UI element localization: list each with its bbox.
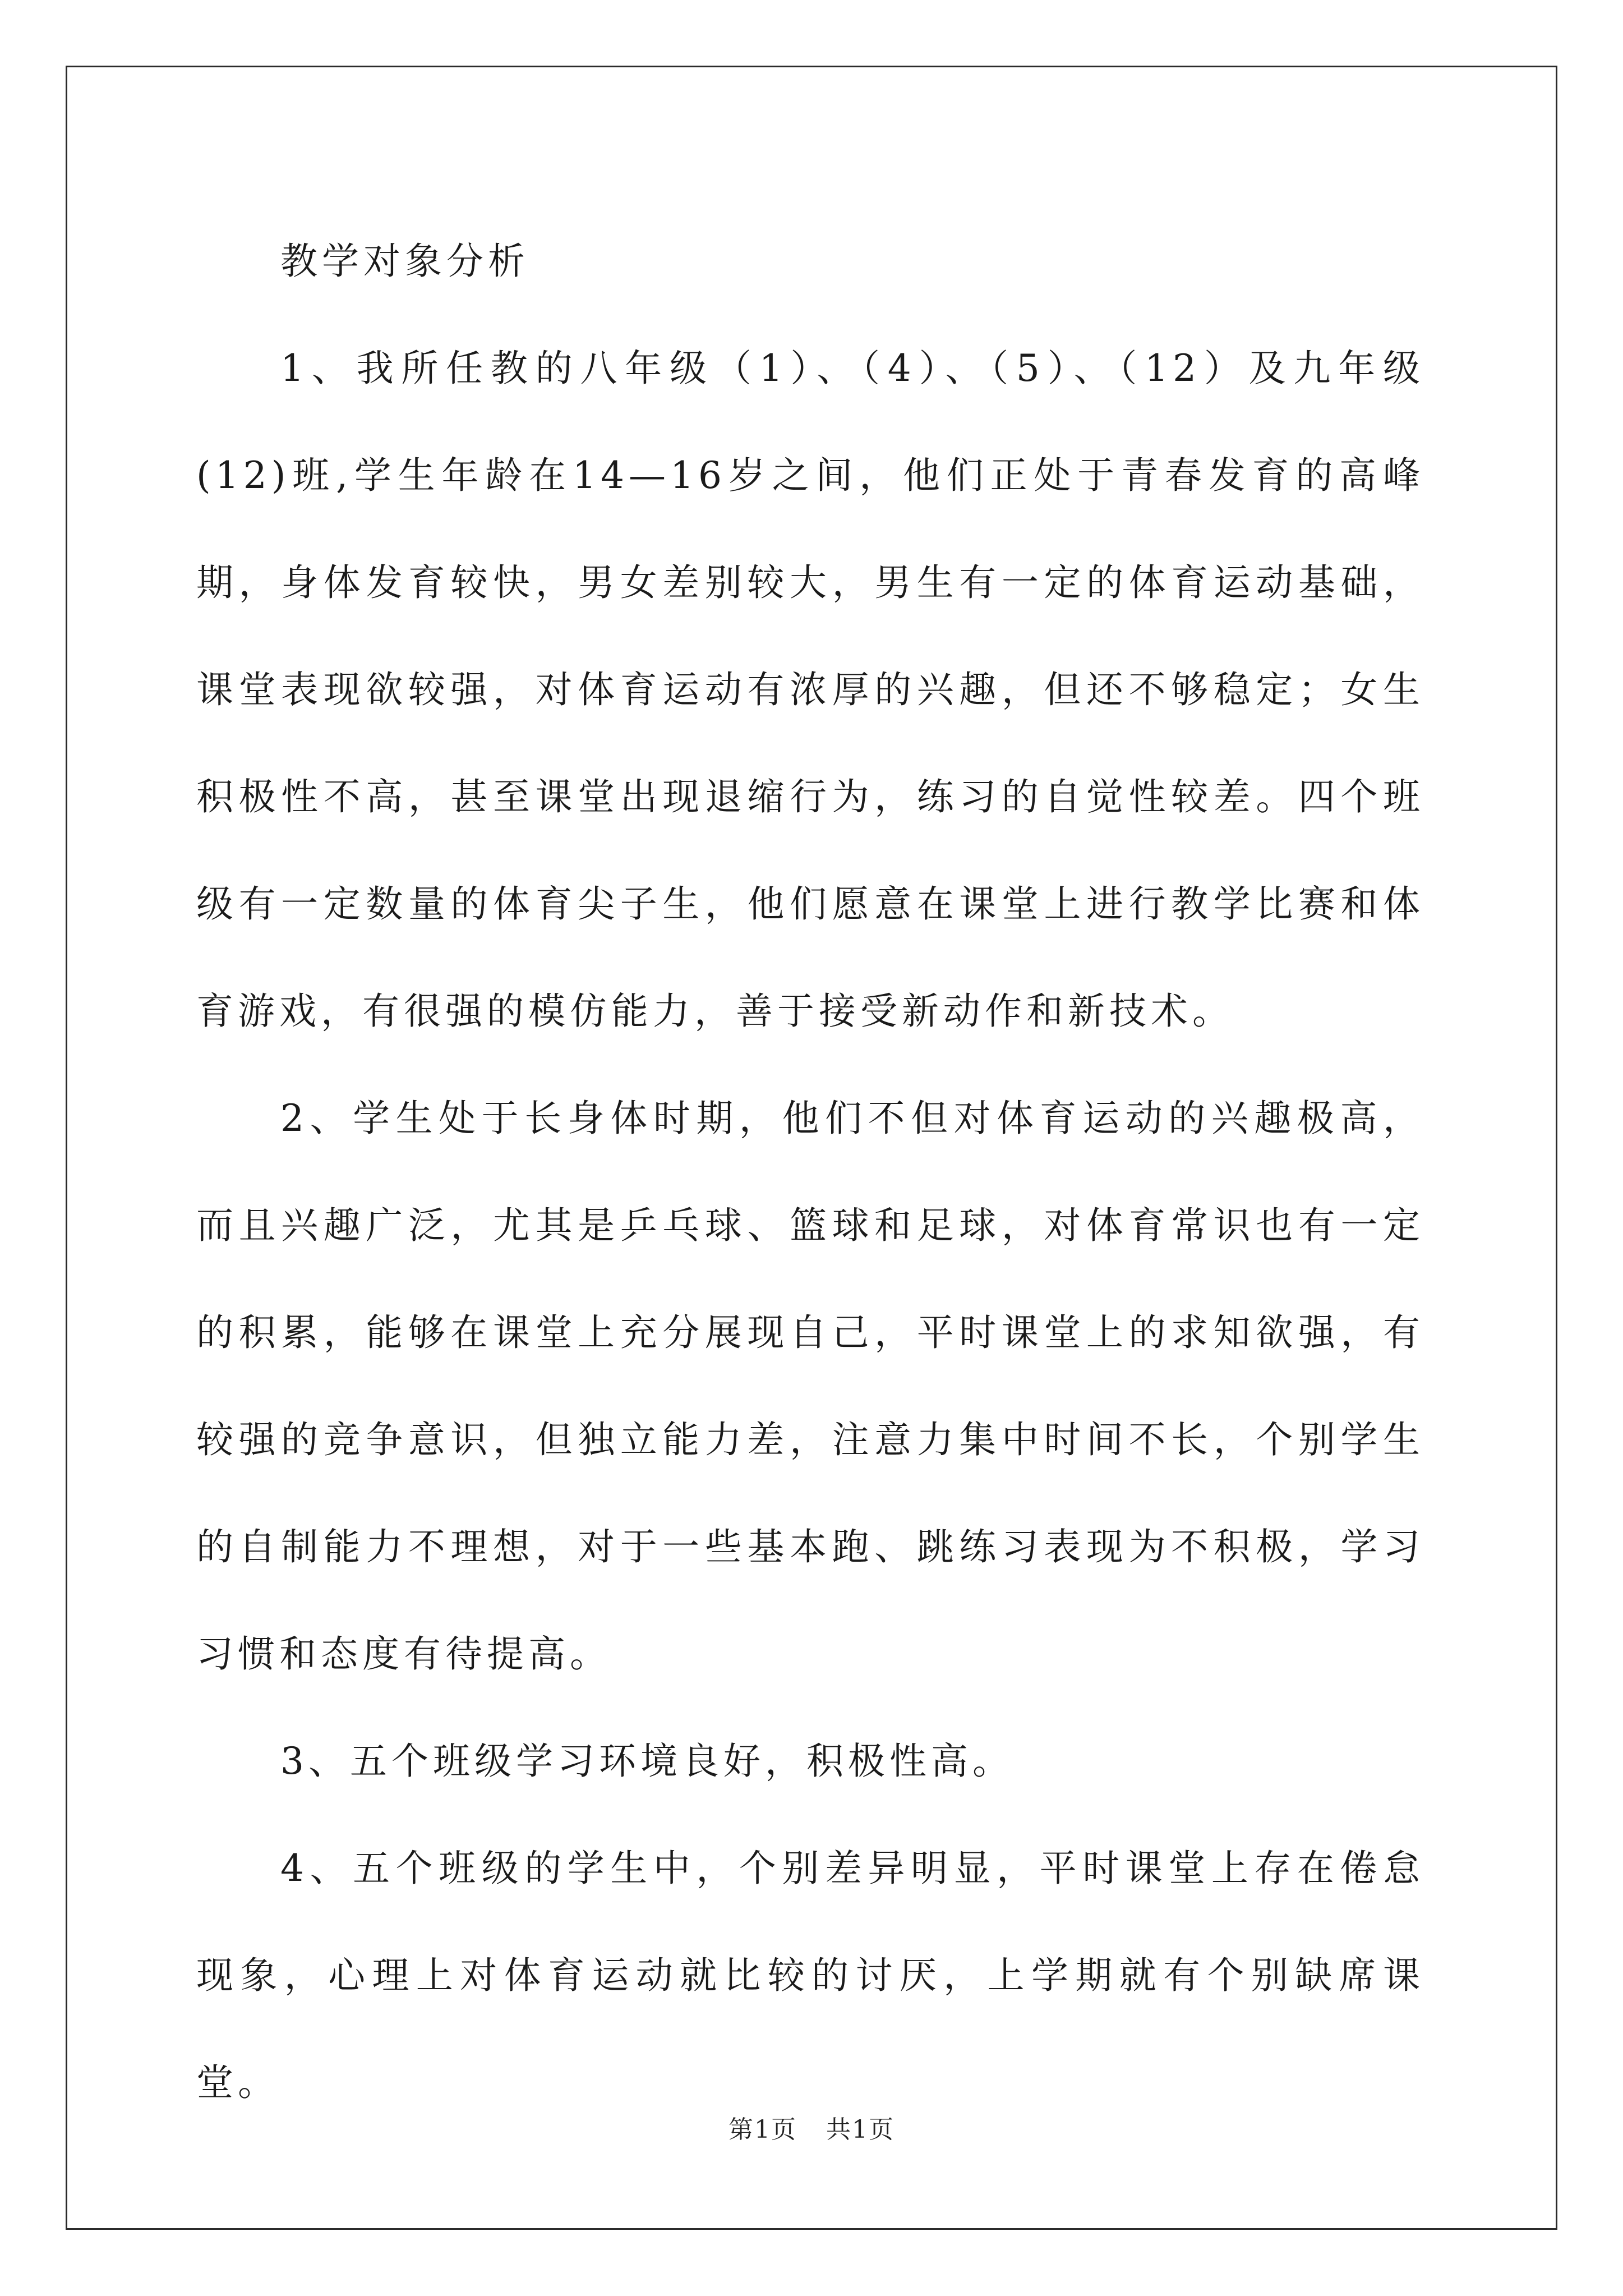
page-number: 第1页 bbox=[728, 2115, 797, 2144]
page-footer bbox=[0, 2109, 1623, 2145]
page-total: 共1页 bbox=[826, 2115, 895, 2144]
paragraph-3: 3、五个班级学习环境良好，积极性高。 bbox=[280, 1740, 1014, 1783]
paragraph-4: 4、五个班级的学生中，个别差异明显，平时课堂上存在倦怠现象，心理上对体育运动就比较的讨厌，上学期就有个别缺席课堂。 bbox=[196, 1847, 1424, 2104]
paragraph-2: 2、学生处于长身体时期，他们不但对体育运动的兴趣极高，而且兴趣广泛，尤其是乒乓球、篮球和足球，对体育常识也有一定的积累，能够在课堂上充分展现自己，平时课堂上的求知欲强，有较强的竞争意识，但独立能力差，注意力集中时间不长，个别学生的自制能力不理想，对于一些基本跑、跳练习表现为不积极，学习习惯和态度有待提高。 bbox=[196, 1097, 1424, 1676]
document-body bbox=[196, 208, 1424, 2136]
section-heading: 教学对象分析 bbox=[280, 240, 529, 283]
paragraph-1: 1、我所任教的八年级（1）、（4）、（5）、（12）及九年级(12)班,学生年龄在14—16岁之间，他们正处于青春发育的高峰期，身体发育较快，男女差别较大，男生有一定的体育运动基础，课堂表现欲较强，对体育运动有浓厚的兴趣，但还不够稳定；女生积极性不高，甚至课堂出现退缩行为，练习的自觉性较差。四个班级有一定数量的体育尖子生，他们愿意在课堂上进行教学比赛和体育游戏，有很强的模仿能力，善于接受新动作和新技术。 bbox=[196, 347, 1424, 1033]
